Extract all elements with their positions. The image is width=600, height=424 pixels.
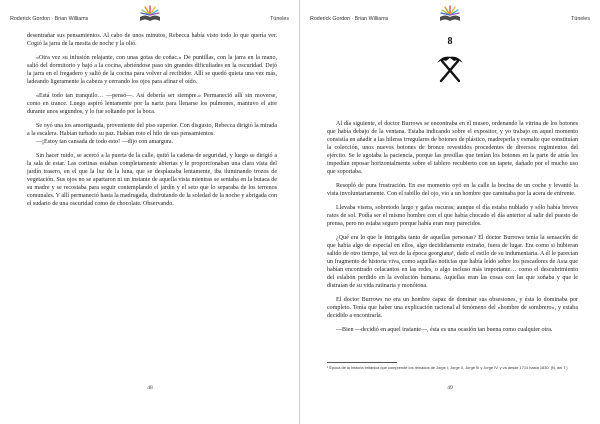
open-book-sun-logo-icon [438,3,462,25]
paragraph: Resopló de pura frustración. En ese momento oyó en la calle la bocina de un coche y levantó la vista involuntariamente. Con el rabillo del ojo, vio a un hombre que caminaba por la acera de enfrente. [327,183,578,197]
page-number: 48 [147,385,153,391]
header-book-title: Túneles [270,16,289,22]
paragraph: Llevaba visera, sobretodo largo y gafas oscuras; aunque el día estaba nublado y sólo había breves ratos de sol. Podía ser el mismo hombre con el que había chocado el día anterior al salir del puesto de prensa, pero no estaba seguro porque había eran muy parecidos. [327,205,578,227]
paragraph: Sin hacer ruido, se acercó a la puerta de la calle, quitó la cadena de seguridad, y luego se dirigió a la sala de estar. Las cortinas estaban completamente abiertas y le proporcionaban una clara vista del jardín trasero, en el que la luz de la luna, que se desplazaba lentamente, iba iluminando trozos de vegetación. Sus ojos no se apartaron ni un instante de aquella vista mientras se sentaba en la butaca de su madre y se recostaba para seguir contemplando el jardín y el seto que lo separaba de los terrenos comunales. Y allí permaneció hasta la madrugada, disfrutando de la soledad de la noche y abrigada con el sudario de una oscuridad como de chocolate. Observando. [27,153,277,207]
paragraph: Al día siguiente, el doctor Burrows se encontraba en el museo, ordenando la vitrina de los botones que había debajo de la ventana. Estaba indicando sobre el expositor, y yo trabajo en aquel momento consistía en añadir a las hileras irregulares de botones de plástico, madreperla y esmalte que constituían la colección, unos nuevos botones de bronce revestidos procedentes de diversos regimientos del ejército. Se le agotaba la paciencia, porque las presillas que tenían los botones en la parte de atrás les impedían reposar horizontalmente sobre el tablero recubierto con un tapete, dañado por el mucho uso que soportaba. [327,121,578,175]
right-page [300,0,600,424]
crossed-pickaxes-icon [436,54,464,84]
header-authors: Roderick Gordon · Brian Williams [310,16,389,22]
footnote-rule [327,362,397,363]
paragraph: «Está todo tan tranquilo… —pensó—. Así debería ser siempre.» Permaneció allí sin moverse, como en trance. Luego aspiró lentamente por la nariz para llenarse los pulmones, mantuvo el aire durante unos segundos, y lo fue soltando por la boca. [27,93,277,115]
right-body-text [327,120,578,334]
paragraph: «Otra vez su infusión relajante, con unas gotas de coñac.» De puntillas, con la jarra en la mano, salió del dormitorio y bajó a la cocina, abriéndose paso sin grandes dificultades en la oscuridad. Dejó la jarra en el fregadero y salió de la cocina para volver al recibidor. Allí se quedó quieta una vez más, ladeando ligeramente la cabeza y cerrando los ojos para afinar el oído. [27,55,277,85]
paragraph: Se oyó una tos amortiguada, proveniente del piso superior. Con disgusto, Rebecca dirigió la mirada a la escalera. Habían turbado su paz. Habían roto el hilo de sus pensamientos. [27,123,277,137]
paragraph: —¡Estoy tan cansada de todo esto! —dijo con amargura. [36,139,174,145]
paragraph: —Bien —decidió en aquel instante—, ésta es una ocasión tan buena como cualquier otra. [336,327,553,333]
header-book-title: Túneles [571,16,590,22]
footnote: ¹ Época de la historia británica que comprende los reinados de Jorge I, Jorge II, Jorge III y Jorge IV, y va desde 1714 hasta 1830. (N. del T.) [327,365,568,370]
paragraph: ¿Qué era lo que le intrigaba tanto de aquellas personas? El doctor Burrows tenía la sensación de que había algo de especial en ellos, algo decididamente extraño, fuera de lugar. Era como si hubieran salido de otro tiempo, tal vez de la época georgiana¹, dado el estilo de su indumentaria. A él le parecían un fragmento de historia viva, como aquellas noticias que había leído sobre los pescadores de Asia que habían encontrado celacantos en las redes, o algo incluso más importante… como el descubrimiento del eslabón perdido en la evolución humana. Aquellas eran las cosas con las que soñaba y que le distraían de su vida rutinaria y monótona. [327,235,578,289]
page-number: 49 [447,385,453,391]
open-book-sun-logo-icon [138,3,162,25]
paragraph: El doctor Burrows no era un hombre capaz de dominar sus obsesiones, y ésta lo dominaba por completo. Tenía que haber una explicación racional al fenómeno del «hombre de sombrero», y estaba decidido a encontrarla. [327,297,578,319]
header-authors: Roderick Gordon · Brian Williams [10,16,89,22]
paragraph: desentrañar sus pensamientos. Al cabo de unos minutos, Rebecca había visto todo lo que quería ver. Cogió la jarra de la mesita de noche y la olió. [27,33,277,47]
chapter-number: 8 [447,36,453,47]
left-body-text [27,32,277,208]
